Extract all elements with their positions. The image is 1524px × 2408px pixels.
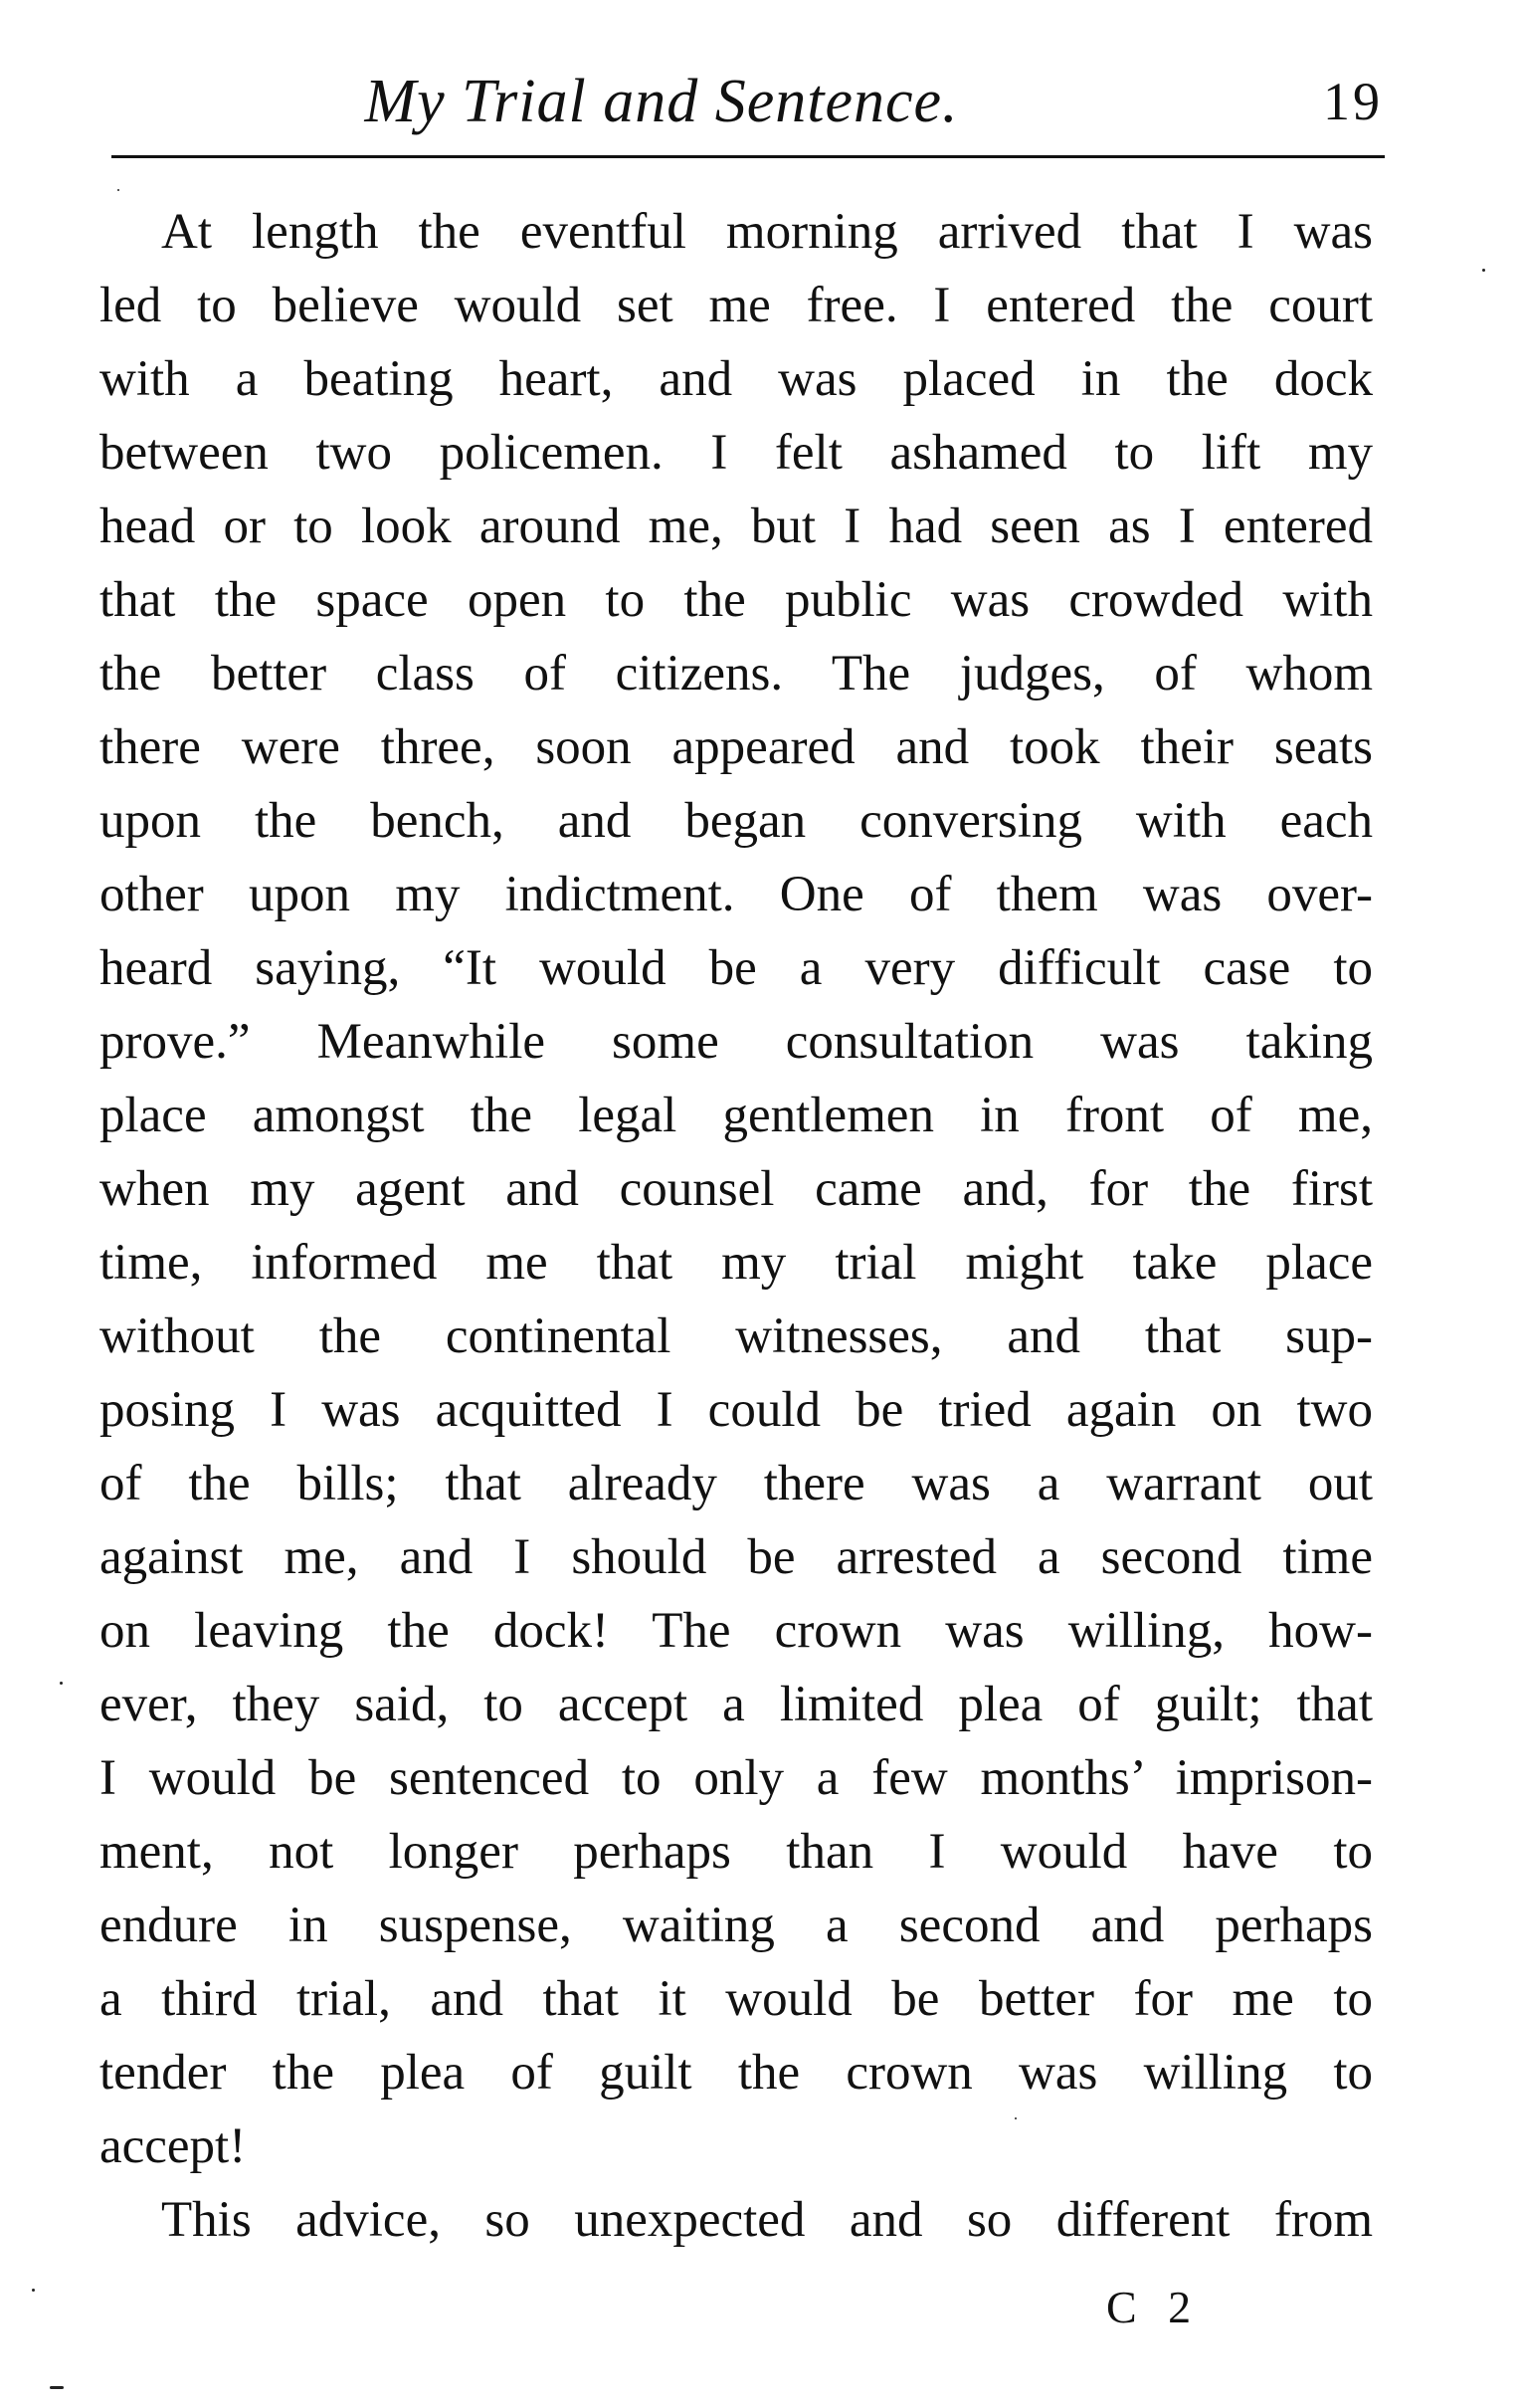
- text-line: a third trial, and that it would be better for me to: [99, 1971, 1373, 2027]
- text-line: against me, and I should be arrested a second time: [99, 1529, 1373, 1585]
- paper-speck: [1015, 2117, 1017, 2119]
- signature-mark: C 2: [1106, 2282, 1202, 2332]
- text-line: ment, not longer perhaps than I would have to: [99, 1824, 1373, 1880]
- paper-speck: [60, 1682, 63, 1685]
- text-line: other upon my indictment. One of them was over-: [99, 867, 1373, 922]
- header-rule: [111, 155, 1385, 158]
- text-line: with a beating heart, and was placed in the dock: [99, 351, 1373, 407]
- text-line: time, informed me that my trial might take place: [99, 1235, 1373, 1291]
- text-line: on leaving the dock! The crown was willing, how-: [99, 1603, 1373, 1659]
- body-text: [99, 195, 1373, 2257]
- text-line: accept!: [99, 2118, 247, 2174]
- text-line: when my agent and counsel came and, for the first: [99, 1161, 1373, 1217]
- text-line: between two policemen. I felt ashamed to lift my: [99, 425, 1373, 481]
- text-line: the better class of citizens. The judges, of whom: [99, 646, 1373, 702]
- text-line: endure in suspense, waiting a second and perhaps: [99, 1898, 1373, 1953]
- text-line: of the bills; that already there was a warrant out: [99, 1456, 1373, 1511]
- paper-speck: [1482, 269, 1485, 272]
- text-line: prove.” Meanwhile some consultation was taking: [99, 1014, 1373, 1070]
- text-line: At length the eventful morning arrived that I was: [161, 204, 1373, 260]
- text-line: posing I was acquitted I could be tried again on two: [99, 1382, 1373, 1438]
- running-title: My Trial and Sentence.: [364, 68, 959, 135]
- text-line: led to believe would set me free. I entered the court: [99, 278, 1373, 333]
- text-line: upon the bench, and began conversing with each: [99, 793, 1373, 849]
- paper-speck: [50, 2386, 64, 2389]
- page-number: 19: [1323, 72, 1383, 131]
- text-line: place amongst the legal gentlemen in front of me,: [99, 1088, 1373, 1143]
- paper-speck: [117, 189, 119, 191]
- text-line: heard saying, “It would be a very difficult case to: [99, 940, 1373, 996]
- text-line: This advice, so unexpected and so different from: [161, 2192, 1373, 2248]
- paper-speck: [32, 2289, 35, 2292]
- text-line: head or to look around me, but I had seen as I entered: [99, 499, 1373, 554]
- text-line: without the continental witnesses, and that sup-: [99, 1308, 1373, 1364]
- text-line: I would be sentenced to only a few months’ imprison-: [99, 1750, 1373, 1806]
- text-line: tender the plea of guilt the crown was willing to: [99, 2045, 1373, 2101]
- text-line: that the space open to the public was crowded with: [99, 572, 1373, 628]
- running-head: [114, 62, 1383, 141]
- text-line: there were three, soon appeared and took their seats: [99, 719, 1373, 775]
- text-line: ever, they said, to accept a limited plea of guilt; that: [99, 1677, 1373, 1732]
